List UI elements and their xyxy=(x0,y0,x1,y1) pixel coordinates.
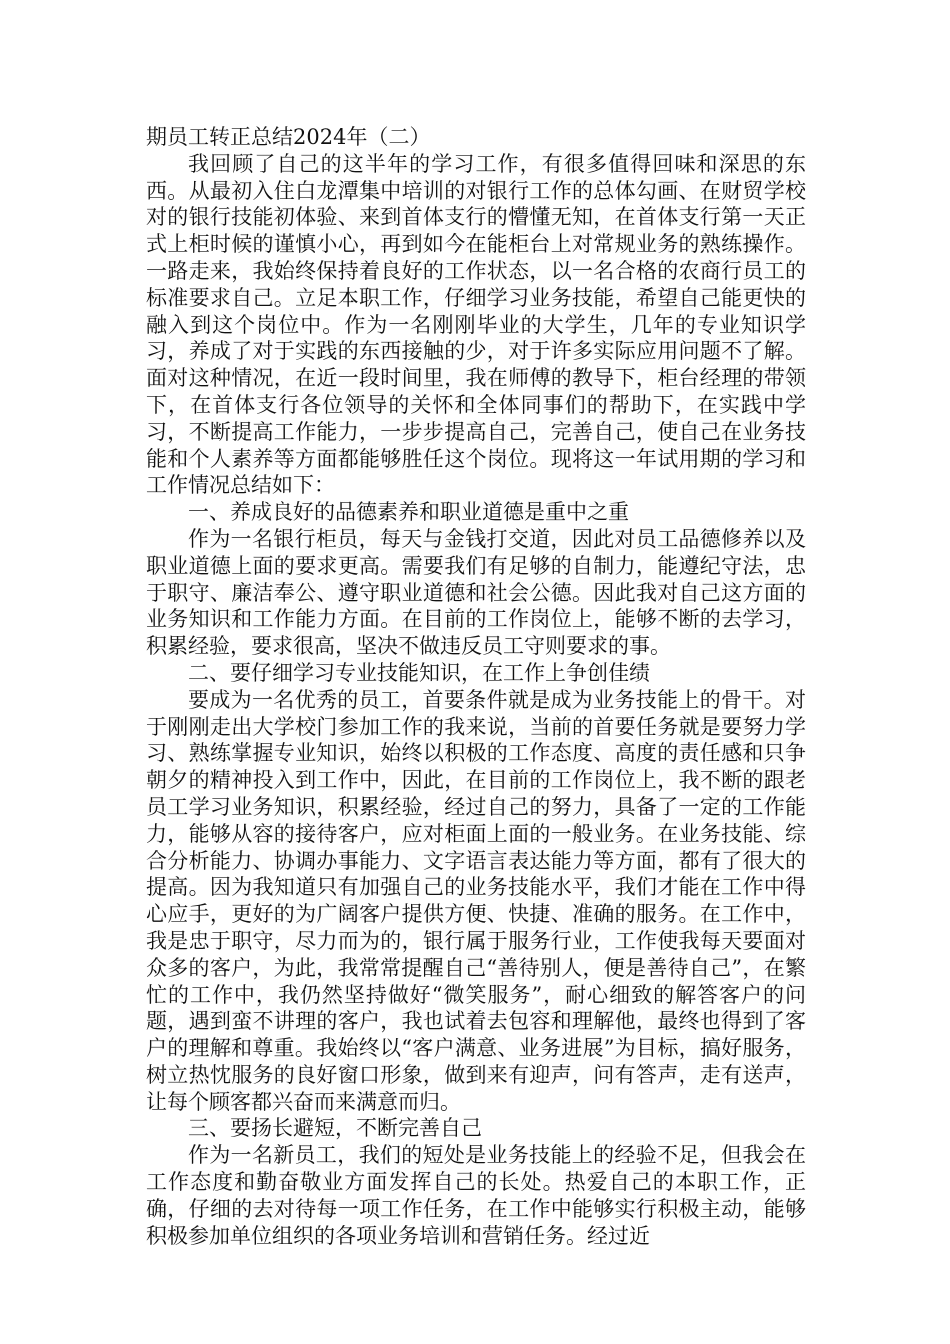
document-title: 期员工转正总结2024年（二） xyxy=(146,125,431,149)
paragraph-section-2: 要成为一名优秀的员工，首要条件就是成为业务技能上的骨干。对于刚刚走出大学校门参加工作的我来说，当前的首要任务就是要努力学习、熟练掌握专业知识，始终以积极的工作态度、高度的责任感和只争朝夕的精神投入到工作中，因此，在目前的工作岗位上，我不断的跟老员工学习业务知识，积累经验，经过自己的努力，具备了一定的工作能力，能够从容的接待客户，应对柜面上面的一般业务。在业务技能、综合分析能力、协调办事能力、文字语言表达能力等方面，都有了很大的提高。因为我知道只有加强自己的业务技能水平，我们才能在工作中得心应手，更好的为广阔客户提供方便、快捷、准确的服务。在工作中，我是忠于职守，尽力而为的，银行属于服务行业，工作使我每天要面对众多的客户，为此，我常常提醒自己“善待别人，便是善待自己”，在繁忙的工作中，我仍然坚持做好“微笑服务”，耐心细致的解答客户的问题，遇到蛮不讲理的客户，我也试着去包容和理解他，最终也得到了客户的理解和尊重。我始终以“客户满意、业务进展”为目标，搞好服务，树立热忱服务的良好窗口形象，做到来有迎声，问有答声，走有送声，让每个顾客都兴奋而来满意而归。 xyxy=(146,687,806,1114)
section-heading-2: 二、要仔细学习专业技能知识，在工作上争创佳绩 xyxy=(188,660,650,685)
document-body xyxy=(146,124,806,1249)
paragraph-section-3: 作为一名新员工，我们的短处是业务技能上的经验不足，但我会在工作态度和勤奋敬业方面发挥自己的长处。热爱自己的本职工作，正确，仔细的去对待每一项工作任务，在工作中能够实行积极主动，能够积极参加单位组织的各项业务培训和营销任务。经过近 xyxy=(146,1143,806,1248)
paragraph-intro: 我回顾了自己的这半年的学习工作，有很多值得回味和深思的东西。从最初入住白龙潭集中培训的对银行工作的总体勾画、在财贸学校对的银行技能初体验、来到首体支行的懵懂无知，在首体支行第一天正式上柜时候的谨慎小心，再到如今在能柜台上对常规业务的熟练操作。一路走来，我始终保持着良好的工作状态，以一名合格的农商行员工的标准要求自己。立足本职工作，仔细学习业务技能，希望自己能更快的融入到这个岗位中。作为一名刚刚毕业的大学生，几年的专业知识学习，养成了对于实践的东西接触的少，对于许多实际应用问题不了解。面对这种情况，在近一段时间里，我在师傅的教导下，柜台经理的带领下，在首体支行各位领导的关怀和全体同事们的帮助下，在实践中学习，不断提高工作能力，一步步提高自己，完善自己，使自己在业务技能和个人素养等方面都能够胜任这个岗位。现将这一年试用期的学习和工作情况总结如下： xyxy=(146,151,806,498)
section-heading-3: 三、要扬长避短，不断完善自己 xyxy=(188,1116,482,1141)
section-heading-1: 一、养成良好的品德素养和职业道德是重中之重 xyxy=(188,500,629,525)
paragraph-section-1: 作为一名银行柜员，每天与金钱打交道，因此对员工品德修养以及职业道德上面的要求更高。需要我们有足够的自制力，能遵纪守法，忠于职守、廉洁奉公、遵守职业道德和社会公德。因此我对自己这方面的业务知识和工作能力方面。在目前的工作岗位上，能够不断的去学习，积累经验，要求很高，坚决不做违反员工守则要求的事。 xyxy=(146,526,806,659)
